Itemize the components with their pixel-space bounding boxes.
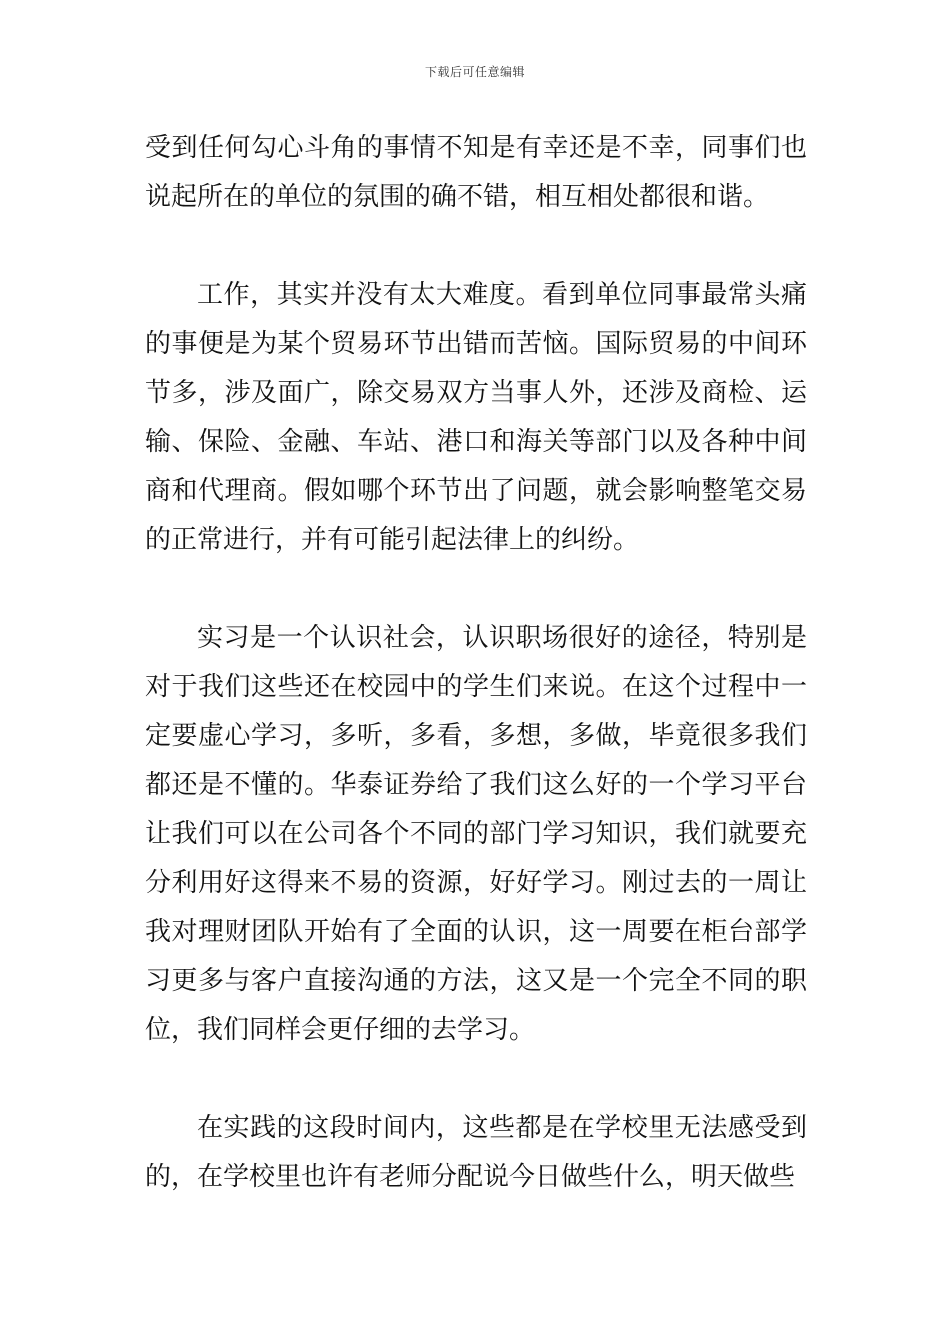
paragraph-1: 受到任何勾心斗角的事情不知是有幸还是不幸，同事们也说起所在的单位的氛围的确不错，相互相处都很和谐。 (145, 133, 807, 212)
paragraph-2: 工作，其实并没有太大难度。看到单位同事最常头痛的事便是为某个贸易环节出错而苦恼。国际贸易的中间环节多，涉及面广，除交易双方当事人外，还涉及商检、运输、保险、金融、车站、港口和海关等部门以及各种中间商和代理商。假如哪个环节出了问题，就会影响整笔交易的正常进行，并有可能引起法律上的纠纷。 (145, 280, 807, 555)
paragraph-4: 在实践的这段时间内，这些都是在学校里无法感受到的，在学校里也许有老师分配说今日做些什么，明天做些 (145, 1113, 807, 1192)
paragraph-3: 实习是一个认识社会，认识职场很好的途径，特别是对于我们这些还在校园中的学生们来说。在这个过程中一定要虚心学习，多听，多看，多想，多做，毕竟很多我们都还是不懂的。华泰证券给了我们这么好的一个学习平台让我们可以在公司各个不同的部门学习知识，我们就要充分利用好这得来不易的资源，好好学习。刚过去的一周让我对理财团队开始有了全面的认识，这一周要在柜台部学习更多与客户直接沟通的方法，这又是一个完全不同的职位，我们同样会更仔细的去学习。 (145, 623, 807, 1045)
page-header: 下载后可任意编辑 (424, 65, 525, 79)
document-body (145, 124, 807, 1202)
